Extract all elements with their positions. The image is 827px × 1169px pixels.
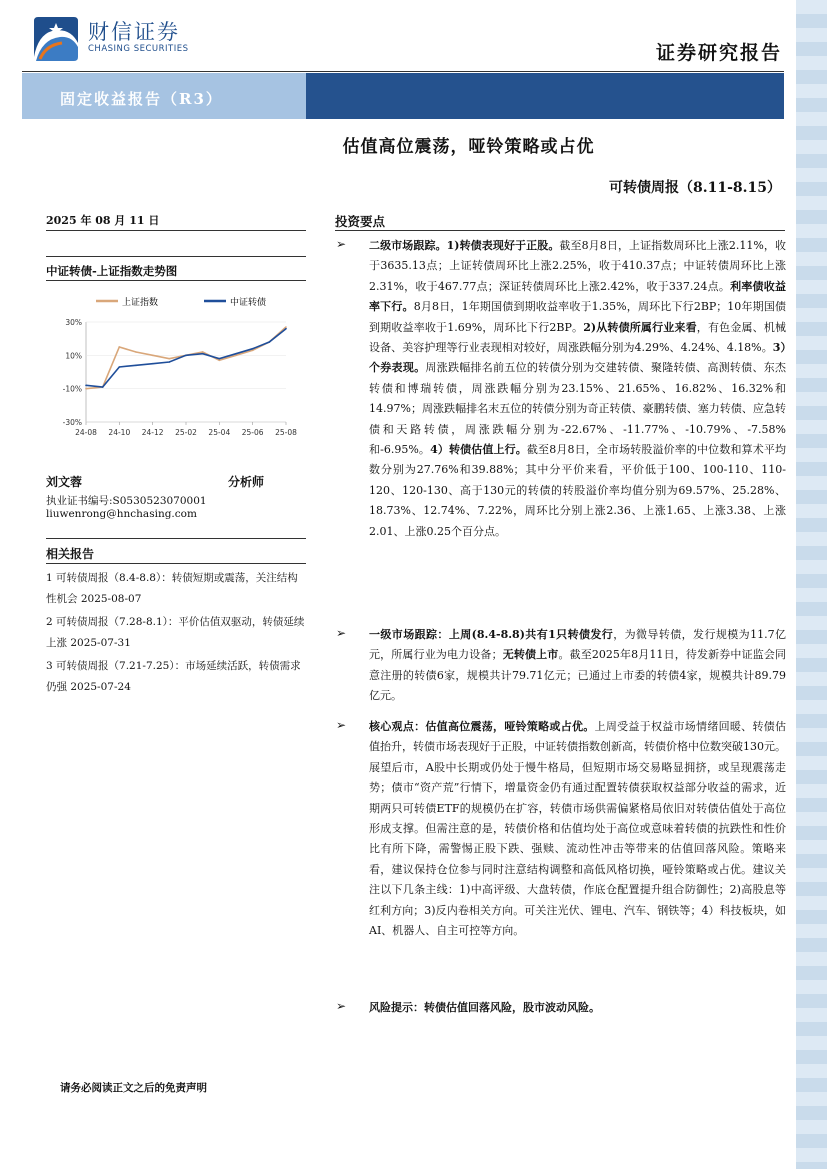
bullet-emphasis: 二级市场跟踪。1)转债表现好于正股。 <box>369 239 560 252</box>
data-point <box>169 358 171 360</box>
data-point <box>152 355 154 357</box>
bullet-primary-market <box>336 625 786 707</box>
data-point <box>235 353 237 355</box>
bullet-risk <box>336 998 786 1018</box>
bullet-emphasis: 3）个券表现。 <box>369 341 786 375</box>
x-tick-label: 24-08 <box>75 428 97 437</box>
data-point <box>252 350 254 352</box>
bullet-segment: 8月8日，1年期国债到期收益率收于1.35%，周环比下行2BP；10年期国债到期收益率收于1.69%，周环比下行2BP。 <box>369 300 787 334</box>
analyst-license: 执业证书编号:S0530523070001 <box>46 495 207 507</box>
data-point <box>169 361 171 363</box>
x-tick-label: 25-06 <box>241 428 264 437</box>
data-point <box>269 341 271 343</box>
data-point <box>202 353 204 355</box>
related-heading: 相关报告 <box>46 547 95 561</box>
disclaimer-note: 请务必阅读正文之后的免责声明 <box>60 1082 207 1094</box>
investment-highlights-heading: 投资要点 <box>335 214 386 229</box>
data-point <box>102 386 104 388</box>
left-divider <box>46 563 306 564</box>
related-reports-list <box>46 568 308 700</box>
related-report-item[interactable]: 2 可转债周报（7.28-8.1）：平价估值双驱动，转债延续上涨 2025-07-31 <box>46 616 305 649</box>
logo-chinese-name: 财信证券 <box>88 20 180 44</box>
report-title: 估值高位震荡，哑铃策略或占优 <box>342 137 595 157</box>
y-tick-label: -30% <box>62 418 82 427</box>
data-point <box>219 358 221 360</box>
banner-label: 固定收益报告（R3） <box>60 90 223 108</box>
side-decorative-stripe <box>796 0 827 1169</box>
arrow-bullet-icon: ➢ <box>336 718 347 732</box>
bullet-text <box>369 625 786 707</box>
bullet-segment: 截至8月8日，上证指数周环比上涨2.11%，收于3635.13点；上证转债周环比上涨2.25%，收于410.37点；中证转债周环比上涨2.31%，收于467.77点；深证转债周环比上涨2.42%，收于337.24点。 <box>369 239 786 293</box>
data-point <box>119 366 121 368</box>
trend-chart <box>46 282 306 442</box>
data-point <box>135 351 137 353</box>
arrow-bullet-icon: ➢ <box>336 237 347 251</box>
left-divider <box>46 230 306 231</box>
related-report-item[interactable]: 1 可转债周报（8.4-8.8）：转债短期或震荡，关注结构性机会 2025-08-07 <box>46 572 298 605</box>
right-divider <box>335 230 785 231</box>
bullet-text <box>369 998 786 1018</box>
arrow-bullet-icon: ➢ <box>336 626 347 640</box>
data-point <box>285 328 287 330</box>
data-point <box>185 355 187 357</box>
bullet-emphasis: 风险提示：转债估值回落风险，股市波动风险。 <box>369 1001 600 1014</box>
x-tick-label: 25-04 <box>208 428 231 437</box>
bullet-emphasis: 利率债收益率下行。 <box>369 279 787 314</box>
arrow-bullet-icon: ➢ <box>336 999 347 1013</box>
bullet-emphasis: 核心观点：估值高位震荡，哑铃策略或占优。 <box>369 720 595 733</box>
data-point <box>202 351 204 353</box>
data-point <box>252 348 254 350</box>
data-point <box>285 326 287 328</box>
bullet-emphasis: 2)从转债所属行业来看 <box>583 320 697 334</box>
legend-label-sse: 上证指数 <box>122 298 159 308</box>
report-subtitle: 可转债周报（8.11-8.15） <box>608 180 781 196</box>
bullet-secondary-market <box>336 236 786 542</box>
analyst-role: 分析师 <box>228 475 265 489</box>
bullet-segment: ，为微导转债，发行规模为11.7亿元，所属行业为电力设备； <box>369 628 786 662</box>
analyst-name: 刘文蓉 <box>46 475 83 489</box>
bullet-segment: 周涨跌幅排名前五位的转债分别为交建转债、聚隆转债、高测转债、东杰转债和博瑞转债，周涨跌幅分别为23.15%、21.65%、16.82%、16.32%和14.97%；周涨跌幅排名末五位的转债分别为奇正转债、豪鹏转债、塞力转债、应急转债和天路转债，周涨跌幅分别为-22.67%、-11.77%、-10.79%、-7.58%和-6.95%。 <box>369 361 786 457</box>
y-tick-label: 10% <box>65 351 82 361</box>
report-date: 2025 年 08 月 11 日 <box>46 214 160 227</box>
x-tick-label: 24-12 <box>141 428 164 437</box>
bullet-text <box>369 717 786 941</box>
bullet-core-view <box>336 717 786 941</box>
left-divider <box>46 280 306 281</box>
legend-label-cb: 中证转债 <box>230 298 267 308</box>
bullet-segment: 。截至2025年8月11日，待发新券中证监会同意注册的转债6家，规模共计79.71亿元；已通过上市委的转债4家，规模共计89.79亿元。 <box>369 648 786 703</box>
chart-title: 中证转债-上证指数走势图 <box>46 264 178 278</box>
bullet-segment: ，有色金属、机械设备、美容护理等行业表现相对较好，周涨跌幅分别为4.29%、4.24%、4.18%。 <box>369 320 787 355</box>
bullet-emphasis: 无转债上市 <box>502 648 559 662</box>
left-divider <box>46 256 306 257</box>
chasing-logo-icon <box>30 13 82 65</box>
series-line-cb <box>86 329 286 387</box>
left-divider <box>46 538 306 539</box>
bullet-segment: 截至8月8日，全市场转股溢价率的中位数和算术平均数分别为27.76%和39.88%；其中分平价来看，平价低于100、100-110、110-120、120-130、高于130元的转债的转股溢价率均值分别为69.57%、25.28%、18.73%、12.74%、7.22%，周环比分别上涨2.36、上涨1.65、上涨3.38、上涨2.01、上涨0.25个百分点。 <box>369 443 786 538</box>
data-point <box>119 346 121 348</box>
data-point <box>85 388 87 390</box>
bullet-text <box>369 236 786 542</box>
bullet-segment: 上周受益于权益市场情绪回暖、转债估值抬升，转债市场表现好于正股，中证转债指数创新高，转债价格中位数突破130元。展望后市，A股中长期或仍处于慢牛格局，但短期市场交易略显拥挤，或呈现震荡走势；债市“资产荒”行情下，增量资金仍有通过配置转债获取权益部分收益的需求，近期两只可转债ETF的规模仍在扩容，转债市场供需偏紧格局依旧对转债估值处于高位形成支撑。但需注意的是，转债价格和估值均处于高位或意味着转债的抗跌性和性价比有所下降，需警惕正股下跌、强赎、流动性冲击等带来的估值回落风险。策略来看，建议保持仓位参与同时注意结构调整和高低风格切换，哑铃策略或占优。建议关注以下几条主线：1)中高评级、大盘转债，作底仓配置提升组合防御性；2)高股息等红利方向；3)反内卷相关方向。可关注光伏、锂电、汽车、钢铁等；4）科技板块，如AI、机器人、自主可控等方向。 <box>369 720 787 938</box>
data-point <box>135 365 137 367</box>
report-type-label: 证券研究报告 <box>655 42 782 64</box>
header-divider <box>22 71 784 72</box>
data-point <box>235 355 237 357</box>
data-point <box>219 360 221 362</box>
y-tick-label: 30% <box>65 318 82 327</box>
analyst-email[interactable]: liuwenrong@hnchasing.com <box>46 508 197 520</box>
x-tick-label: 24-10 <box>108 428 131 437</box>
data-point <box>152 363 154 365</box>
data-point <box>85 385 87 387</box>
logo-english-name: CHASING SECURITIES <box>88 44 189 54</box>
x-tick-label: 25-02 <box>175 428 197 437</box>
x-tick-label: 25-08 <box>275 428 297 437</box>
bullet-emphasis: 4）转债估值上行。 <box>430 443 527 457</box>
y-tick-label: -10% <box>62 384 82 394</box>
series-line-sse <box>86 327 286 389</box>
related-report-item[interactable]: 3 可转债周报（7.21-7.25）：市场延续活跃，转债需求仍强 2025-07-24 <box>46 660 301 693</box>
bullet-emphasis: 一级市场跟踪：上周(8.4-8.8)共有1只转债发行 <box>369 628 614 641</box>
